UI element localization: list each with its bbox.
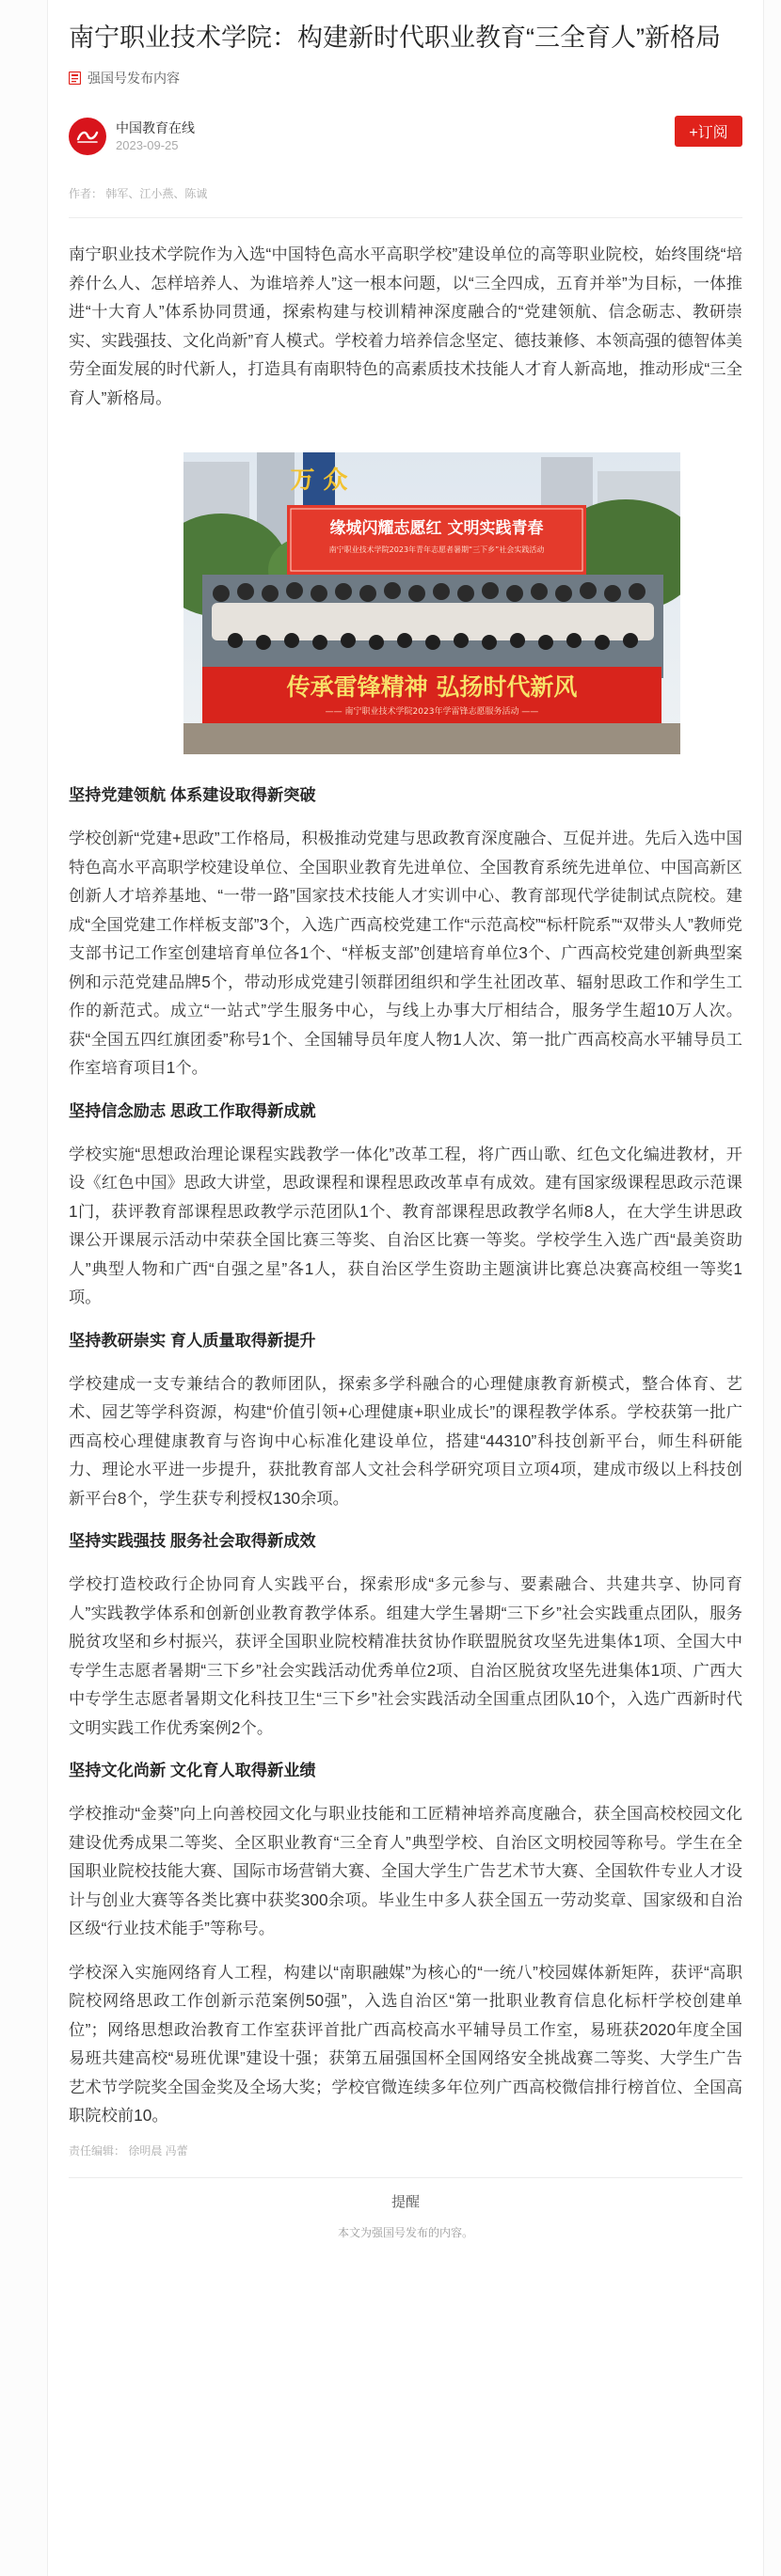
- author-info: [116, 119, 195, 154]
- document-icon: [69, 71, 81, 85]
- photo-top-sign: 万 众: [290, 466, 348, 495]
- photo-banner-main: 传承雷锋精神 弘扬时代新风: [286, 673, 578, 701]
- authors-line: 作者： 韩军、江小燕、陈诚: [69, 187, 208, 200]
- subscribe-button[interactable]: +订阅: [675, 116, 742, 147]
- footer-divider: [69, 2177, 742, 2178]
- photo-board-title: 缘城闪耀志愿红 文明实践青春: [329, 519, 544, 538]
- article-page: [47, 0, 764, 2576]
- source-label: 强国号发布内容: [88, 71, 180, 86]
- section-paragraph: 学校打造校政行企协同育人实践平台，探索形成“多元参与、要素融合、共建共享、协同育人”实践教学体系和创新创业教育教学体系。组建大学生暑期“三下乡”社会实践重点团队，服务脱贫攻坚和乡村振兴，获评全国职业院校精准扶贫协作联盟脱贫攻坚先进集体1项、全国大中专学生志愿者暑期“三下乡”社会实践活动优秀单位2项、自治区脱贫攻坚先进集体1项、广西大中专学生志愿者暑期文化科技卫生“三下乡”社会实践活动全国重点团队10个，入选广西新时代文明实践工作优秀案例2个。: [69, 1574, 742, 1737]
- author-row: [69, 116, 742, 157]
- section-paragraph: 学校深入实施网络育人工程，构建以“南职融媒”为核心的“一统八”校园媒体新矩阵，获评“高职院校网络思政工作创新示范案例50强”，入选自治区“第一批职业教育信息化标杆学校创建单位”；网络思想政治教育工作室获评首批广西高校高水平辅导员工作室，易班获2020年度全国易班共建高校“易班优课”建设十强；获第五届强国杯全国网络安全挑战赛二等奖、大学生广告艺术节学院奖全国金奖及全场大奖；学校官微连续多年位列广西高校微信排行榜首位、全国高职院校前10。: [69, 1962, 742, 2125]
- section-paragraph: 学校创新“党建+思政”工作格局，积极推动党建与思政教育深度融合、互促并进。先后入选中国特色高水平高职学校建设单位、全国职业教育先进单位、全国教育系统先进单位、中国高新区创新人才培养基地、“一带一路”国家技术技能人才实训中心、教育部现代学徒制试点院校。建成“全国党建工作样板支部”3个，入选广西高校党建工作“示范高校”“标杆院系”“双带头人”教师党支部书记工作室创建培育单位各1个、“样板支部”创建培育单位3个、广西高校党建创新典型案例和示范党建品牌5个，带动形成党建引领群团组织和学生社团改革、辐射思政工作和学生工作的新范式。成立“一站式”学生服务中心，与线上办事大厅相结合，服务学生超10万人次。获“全国五四红旗团委”称号1个、全国辅导员年度人物1人次、第一批广西高校高水平辅导员工作室培育项目1个。: [69, 829, 742, 1077]
- section-heading: 坚持实践强技 服务社会取得新成效: [69, 1531, 316, 1550]
- section-heading: 坚持党建领航 体系建设取得新突破: [69, 785, 316, 804]
- author-name[interactable]: 中国教育在线: [116, 119, 195, 135]
- photo-banner-sub: —— 南宁职业技术学院2023年学雷锋志愿服务活动 ——: [325, 707, 539, 717]
- section-paragraph: 学校推动“金葵”向上向善校园文化与职业技能和工匠精神培养高度融合，获全国高校校园文化建设优秀成果二等奖、全区职业教育“三全育人”典型学校、自治区文明校园等称号。学生在全国职业院校技能大赛、国际市场营销大赛、全国大学生广告艺术节大赛、全国软件专业人才设计与创业大赛等各类比赛中获奖300余项。毕业生中多人获全国五一劳动奖章、国家级和自治区级“行业技术能手”等称号。: [69, 1804, 742, 1937]
- publisher-logo-icon: [75, 128, 100, 145]
- notice-text: 本文为强国号发布的内容。: [337, 2225, 473, 2239]
- notice-title: 提醒: [390, 2193, 420, 2210]
- section-heading: 坚持文化尚新 文化育人取得新业绩: [69, 1761, 316, 1779]
- section-heading: 坚持教研崇实 育人质量取得新提升: [69, 1330, 316, 1350]
- section-paragraph: 学校实施“思想政治理论课程实践教学一体化”改革工程，将广西山歌、红色文化编进教材，开设《红色中国》思政大讲堂，思政课程和课程思政改革卓有成效。建有国家级课程思政示范课1门，获评教育部课程思政教学示范团队1个、教育部课程思政教学名师8人，在大学生讲思政课公开课展示活动中荣获全国比赛三等奖、自治区比赛一等奖。学校学生入选广西“最美资助人”典型人物和广西“自强之星”各1人，获自治区学生资助主题演讲比赛总决赛高校组一等奖1项。: [69, 1144, 742, 1306]
- section-heading: 坚持信念励志 思政工作取得新成就: [69, 1100, 316, 1120]
- author-avatar[interactable]: [69, 118, 106, 155]
- intro-paragraph: 南宁职业技术学院作为入选“中国特色高水平高职学校”建设单位的高等职业院校，始终围绕“培养什么人、怎样培养人、为谁培养人”这一根本问题，以“三全四成，五育并举”为目标，一体推进“十大育人”体系协同贯通，探索构建与校训精神深度融合的“党建领航、信念砺志、教研崇实、实践强技、文化尚新”育人模式。学校着力培养信念坚定、德技兼修、本领高强的德智体美劳全面发展的时代新人，打造具有南职特色的高素质技术技能人才育人新高地，推动形成“三全育人”新格局。: [69, 245, 742, 407]
- photo-board-subtitle: 南宁职业技术学院2023年青年志愿者暑期“三下乡”社会实践活动: [328, 545, 545, 554]
- editor-line: 责任编辑： 徐明晨 冯蕾: [69, 2143, 188, 2157]
- source-row: [69, 69, 742, 87]
- divider: [69, 217, 742, 218]
- article-photo: [183, 452, 680, 754]
- article-title: 南宁职业技术学院：构建新时代职业教育“三全育人”新格局: [69, 24, 721, 52]
- section-paragraph: 学校建成一支专兼结合的教师团队，探索多学科融合的心理健康教育新模式，整合体育、艺术、园艺等学科资源，构建“价值引领+心理健康+职业成长”的课程教学体系。学校获第一批广西高校心理健康教育与咨询中心标准化建设单位，搭建“44310”科技创新平台，师生科研能力、理论水平进一步提升，获批教育部人文社会科学研究项目立项4项，建成市级以上科技创新平台8个，学生获专利授权130余项。: [69, 1373, 742, 1508]
- publish-date: 2023-09-25: [116, 137, 179, 152]
